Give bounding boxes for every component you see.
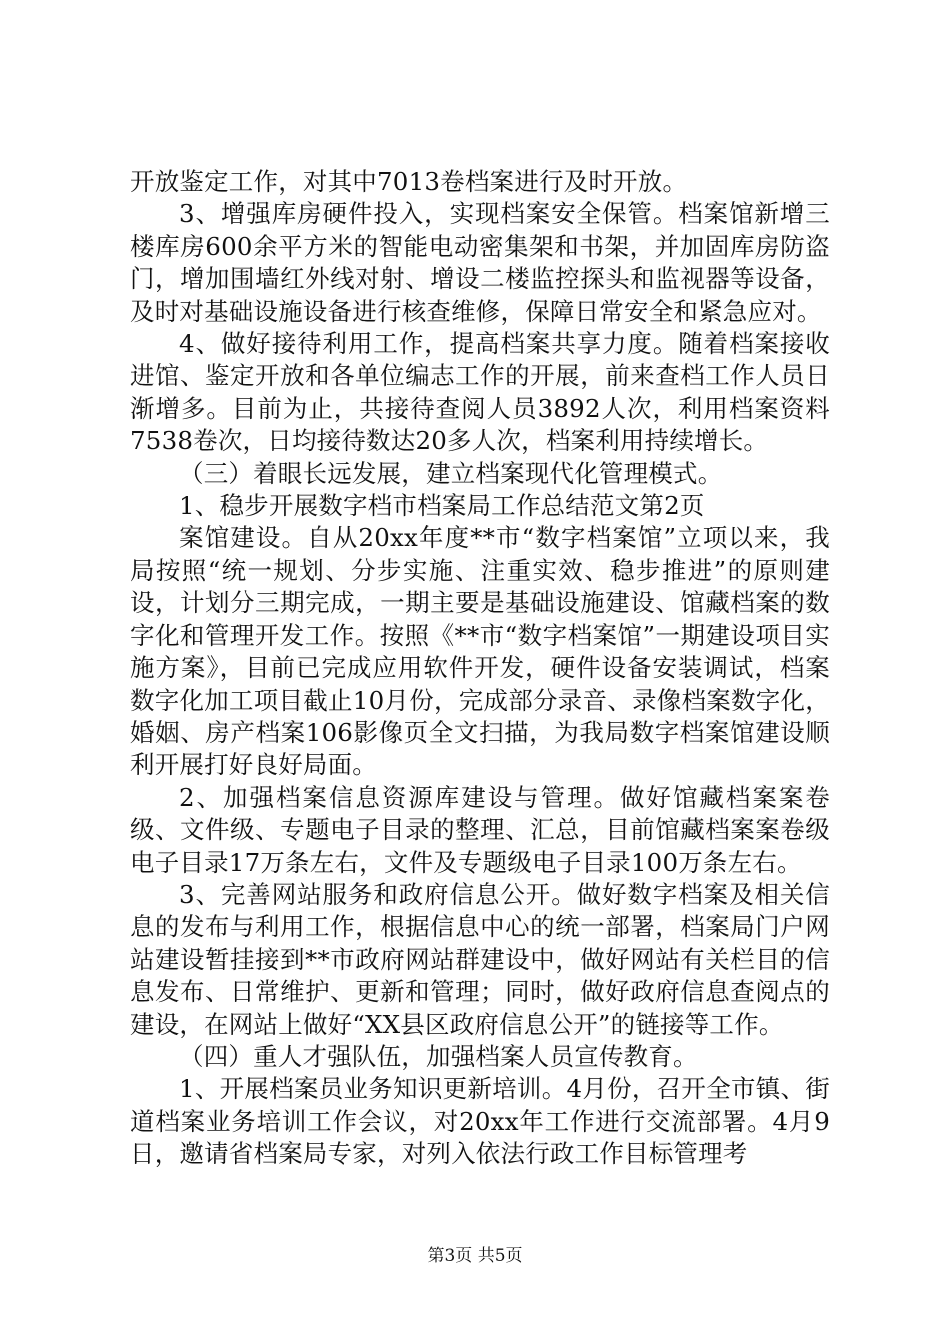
paragraph-resource-database: 2、加强档案信息资源库建设与管理。做好馆藏档案案卷级、文件级、专题电子目录的整理、汇总，目前馆藏档案案卷级电子目录17万条左右，文件及专题级电子目录100万条左右。	[130, 782, 830, 877]
page-footer	[0, 1245, 950, 1267]
paragraph-continuation: 开放鉴定工作，对其中7013卷档案进行及时开放。	[130, 167, 688, 196]
section-heading-three: （三）着眼长远发展，建立档案现代化管理模式。	[179, 458, 723, 488]
document-body	[130, 166, 830, 1171]
paragraph-digital-archive-title: 1、稳步开展数字档市档案局工作总结范文第2页	[179, 491, 705, 521]
paragraph-storage-hardware: 3、增强库房硬件投入，实现档案安全保管。档案馆新增三楼库房600余平方米的智能电动密集架和书架，并加固库房防盗门，增加围墙红外线对射、增设二楼监控探头和监视器等设备，及时对基础设施设备进行核查维修，保障日常安全和紧急应对。	[130, 199, 830, 326]
page-number-label: 第3页 共5页	[427, 1246, 523, 1266]
paragraph-reception-utilization: 4、做好接待利用工作，提高档案共享力度。随着档案接收进馆、鉴定开放和各单位编志工作的开展，前来查档工作人员日渐增多。目前为止，共接待查阅人员3892人次，利用档案资料7538卷次，日均接待数达20多人次，档案利用持续增长。	[130, 329, 830, 456]
paragraph-training: 1、开展档案员业务知识更新培训。4月份，召开全市镇、街道档案业务培训工作会议，对20xx年工作进行交流部署。4月9日，邀请省档案局专家，对列入依法行政工作目标管理考	[130, 1074, 830, 1169]
paragraph-digital-archive-build: 案馆建设。自从20xx年度**市“数字档案馆”立项以来，我局按照“统一规划、分步实施、注重实效、稳步推进”的原则建设，计划分三期完成，一期主要是基础设施建设、馆藏档案的数字化和管理开发工作。按照《**市“数字档案馆”一期建设项目实施方案》，目前已完成应用软件开发，硬件设备安装调试，档案数字化加工项目截止10月份，完成部分录音、录像档案数字化，婚姻、房产档案106影像页全文扫描，为我局数字档案馆建设顺利开展打好良好局面。	[130, 523, 830, 780]
section-heading-four: （四）重人才强队伍，加强档案人员宣传教育。	[179, 1041, 698, 1071]
paragraph-website-service: 3、完善网站服务和政府信息公开。做好数字档案及相关信息的发布与利用工作，根据信息中心的统一部署，档案局门户网站建设暂挂接到**市政府网站群建设中，做好网站有关栏目的信息发布、日常维护、更新和管理；同时，做好政府信息查阅点的建设，在网站上做好“XX县区政府信息公开”的链接等工作。	[130, 879, 830, 1039]
